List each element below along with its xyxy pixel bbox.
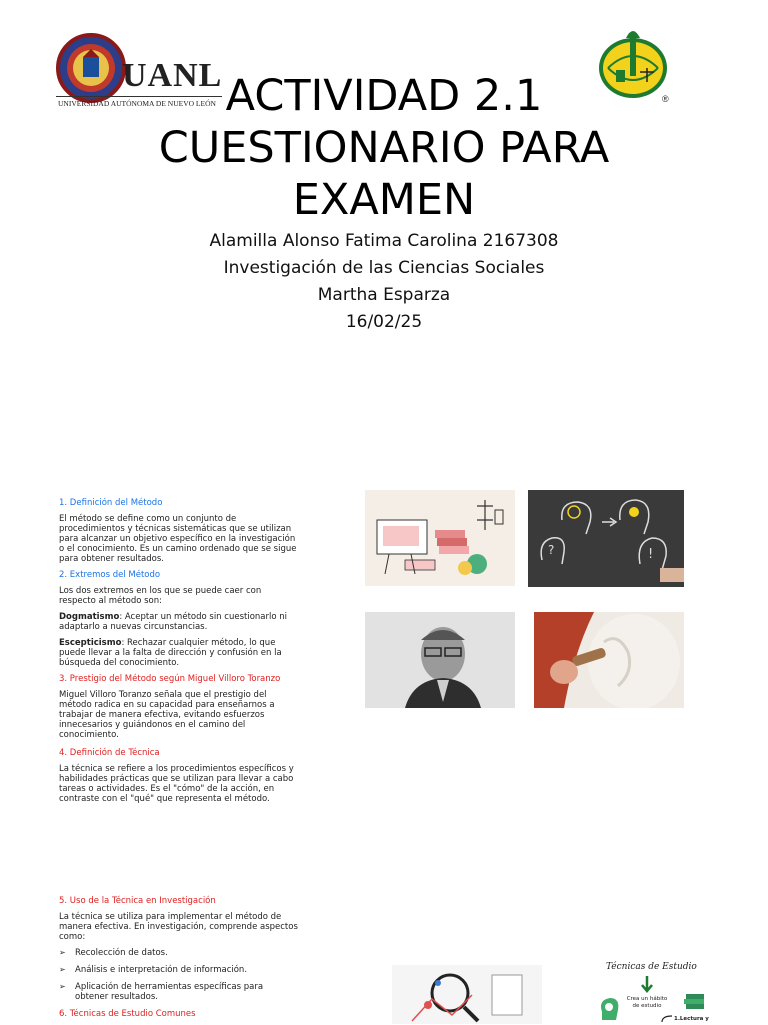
section-2-escepticismo <box>59 638 299 668</box>
uanl-logo-subtext: UNIVERSIDAD AUTÓNOMA DE NUEVO LEÓN <box>58 99 216 108</box>
title-line-3: EXAMEN <box>292 175 476 225</box>
date: 16/02/25 <box>345 312 423 332</box>
infographic-item: 1.Lectura y <box>674 1016 709 1022</box>
dogmatismo-text: : Aceptar un método sin cuestionarlo ni adaptarlo a nuevas circunstancias. <box>59 612 287 632</box>
section-4-title: 4. Definición de Técnica <box>59 748 160 758</box>
page-title <box>0 70 768 226</box>
section-3-title: 3. Prestigio del Método según Miguel Villoro Toranzo <box>59 674 281 684</box>
research-illustration-image <box>392 965 542 1024</box>
registered-mark: ® <box>662 94 669 104</box>
list-item: ➢ Recolección de datos. <box>59 948 299 958</box>
svg-text:?: ? <box>548 543 555 557</box>
list-item: ➢ Análisis e interpretación de información. <box>59 965 299 975</box>
head-brain-icon <box>598 996 620 1022</box>
curved-arrow-icon <box>660 1014 674 1024</box>
section-2-title: 2. Extremos del Método <box>59 570 161 580</box>
escepticismo-term: Escepticismo <box>59 638 122 648</box>
title-line-1: ACTIVIDAD 2.1 <box>225 71 543 121</box>
section-3-body: Miguel Villoro Toranzo señala que el prestigio del método radica en su capacidad para enseñarnos a trabajar de manera efectiva, evitando esfuerzos innecesarios y guiándonos en el camino del conocimiento. <box>59 690 275 740</box>
chalkboard-image <box>528 490 684 587</box>
section-1-title: 1. Definición del Método <box>59 498 163 508</box>
section-2-dogmatismo <box>59 612 299 632</box>
illustration-image-1 <box>365 490 515 586</box>
student-name: Alamilla Alonso Fatima Carolina 2167308 <box>209 231 559 251</box>
escepticismo-text: : Rechazar cualquier método, lo que puede llevar a la falta de dirección y confusión en la búsqueda del conocimiento. <box>59 638 282 668</box>
section-5-list <box>59 948 299 1002</box>
section-5-body: La técnica se utiliza para implementar el método de manera efectiva. En investigación, comprende aspectos como: <box>59 912 298 942</box>
questions-column-1 <box>59 498 299 810</box>
books-icon <box>684 992 706 1010</box>
section-6-title: 6. Técnicas de Estudio Comunes <box>59 1009 196 1019</box>
teacher-name: Martha Esparza <box>317 285 451 305</box>
uanl-logo-text: UANL <box>122 57 223 94</box>
questions-column-2 <box>59 896 299 1025</box>
portrait-image <box>365 612 515 708</box>
dogmatismo-term: Dogmatismo <box>59 612 120 622</box>
sculpture-image <box>534 612 684 708</box>
list-item: ➢ Aplicación de herramientas específicas para obtener resultados. <box>59 982 299 1002</box>
arrow-down-icon <box>640 976 654 994</box>
section-5-title: 5. Uso de la Técnica en Investigación <box>59 896 216 906</box>
infographic-step: Crea un hábito de estudio <box>626 996 668 1009</box>
section-1-body: El método se define como un conjunto de procedimientos y técnicas sistemáticas que se utilizan para alcanzar un objetivo específico en la investigación o el conocimiento. Es un camino ordenado que se sigue para obtener resultados. <box>59 514 297 564</box>
section-2-intro: Los dos extremos en los que se puede caer con respecto al método son: <box>59 586 262 606</box>
author-info <box>0 228 768 336</box>
course-name: Investigación de las Ciencias Sociales <box>223 258 545 278</box>
infographic-title: Técnicas de Estudio <box>606 962 697 972</box>
svg-text:!: ! <box>648 547 654 562</box>
study-techniques-infographic <box>596 960 709 1024</box>
title-line-2: CUESTIONARIO PARA <box>158 123 610 173</box>
section-4-body: La técnica se refiere a los procedimientos específicos y habilidades prácticas que se utilizan para llevar a cabo tareas o actividades. Es el "cómo" de la acción, en contraste con el "qué" que representa el método. <box>59 764 294 804</box>
